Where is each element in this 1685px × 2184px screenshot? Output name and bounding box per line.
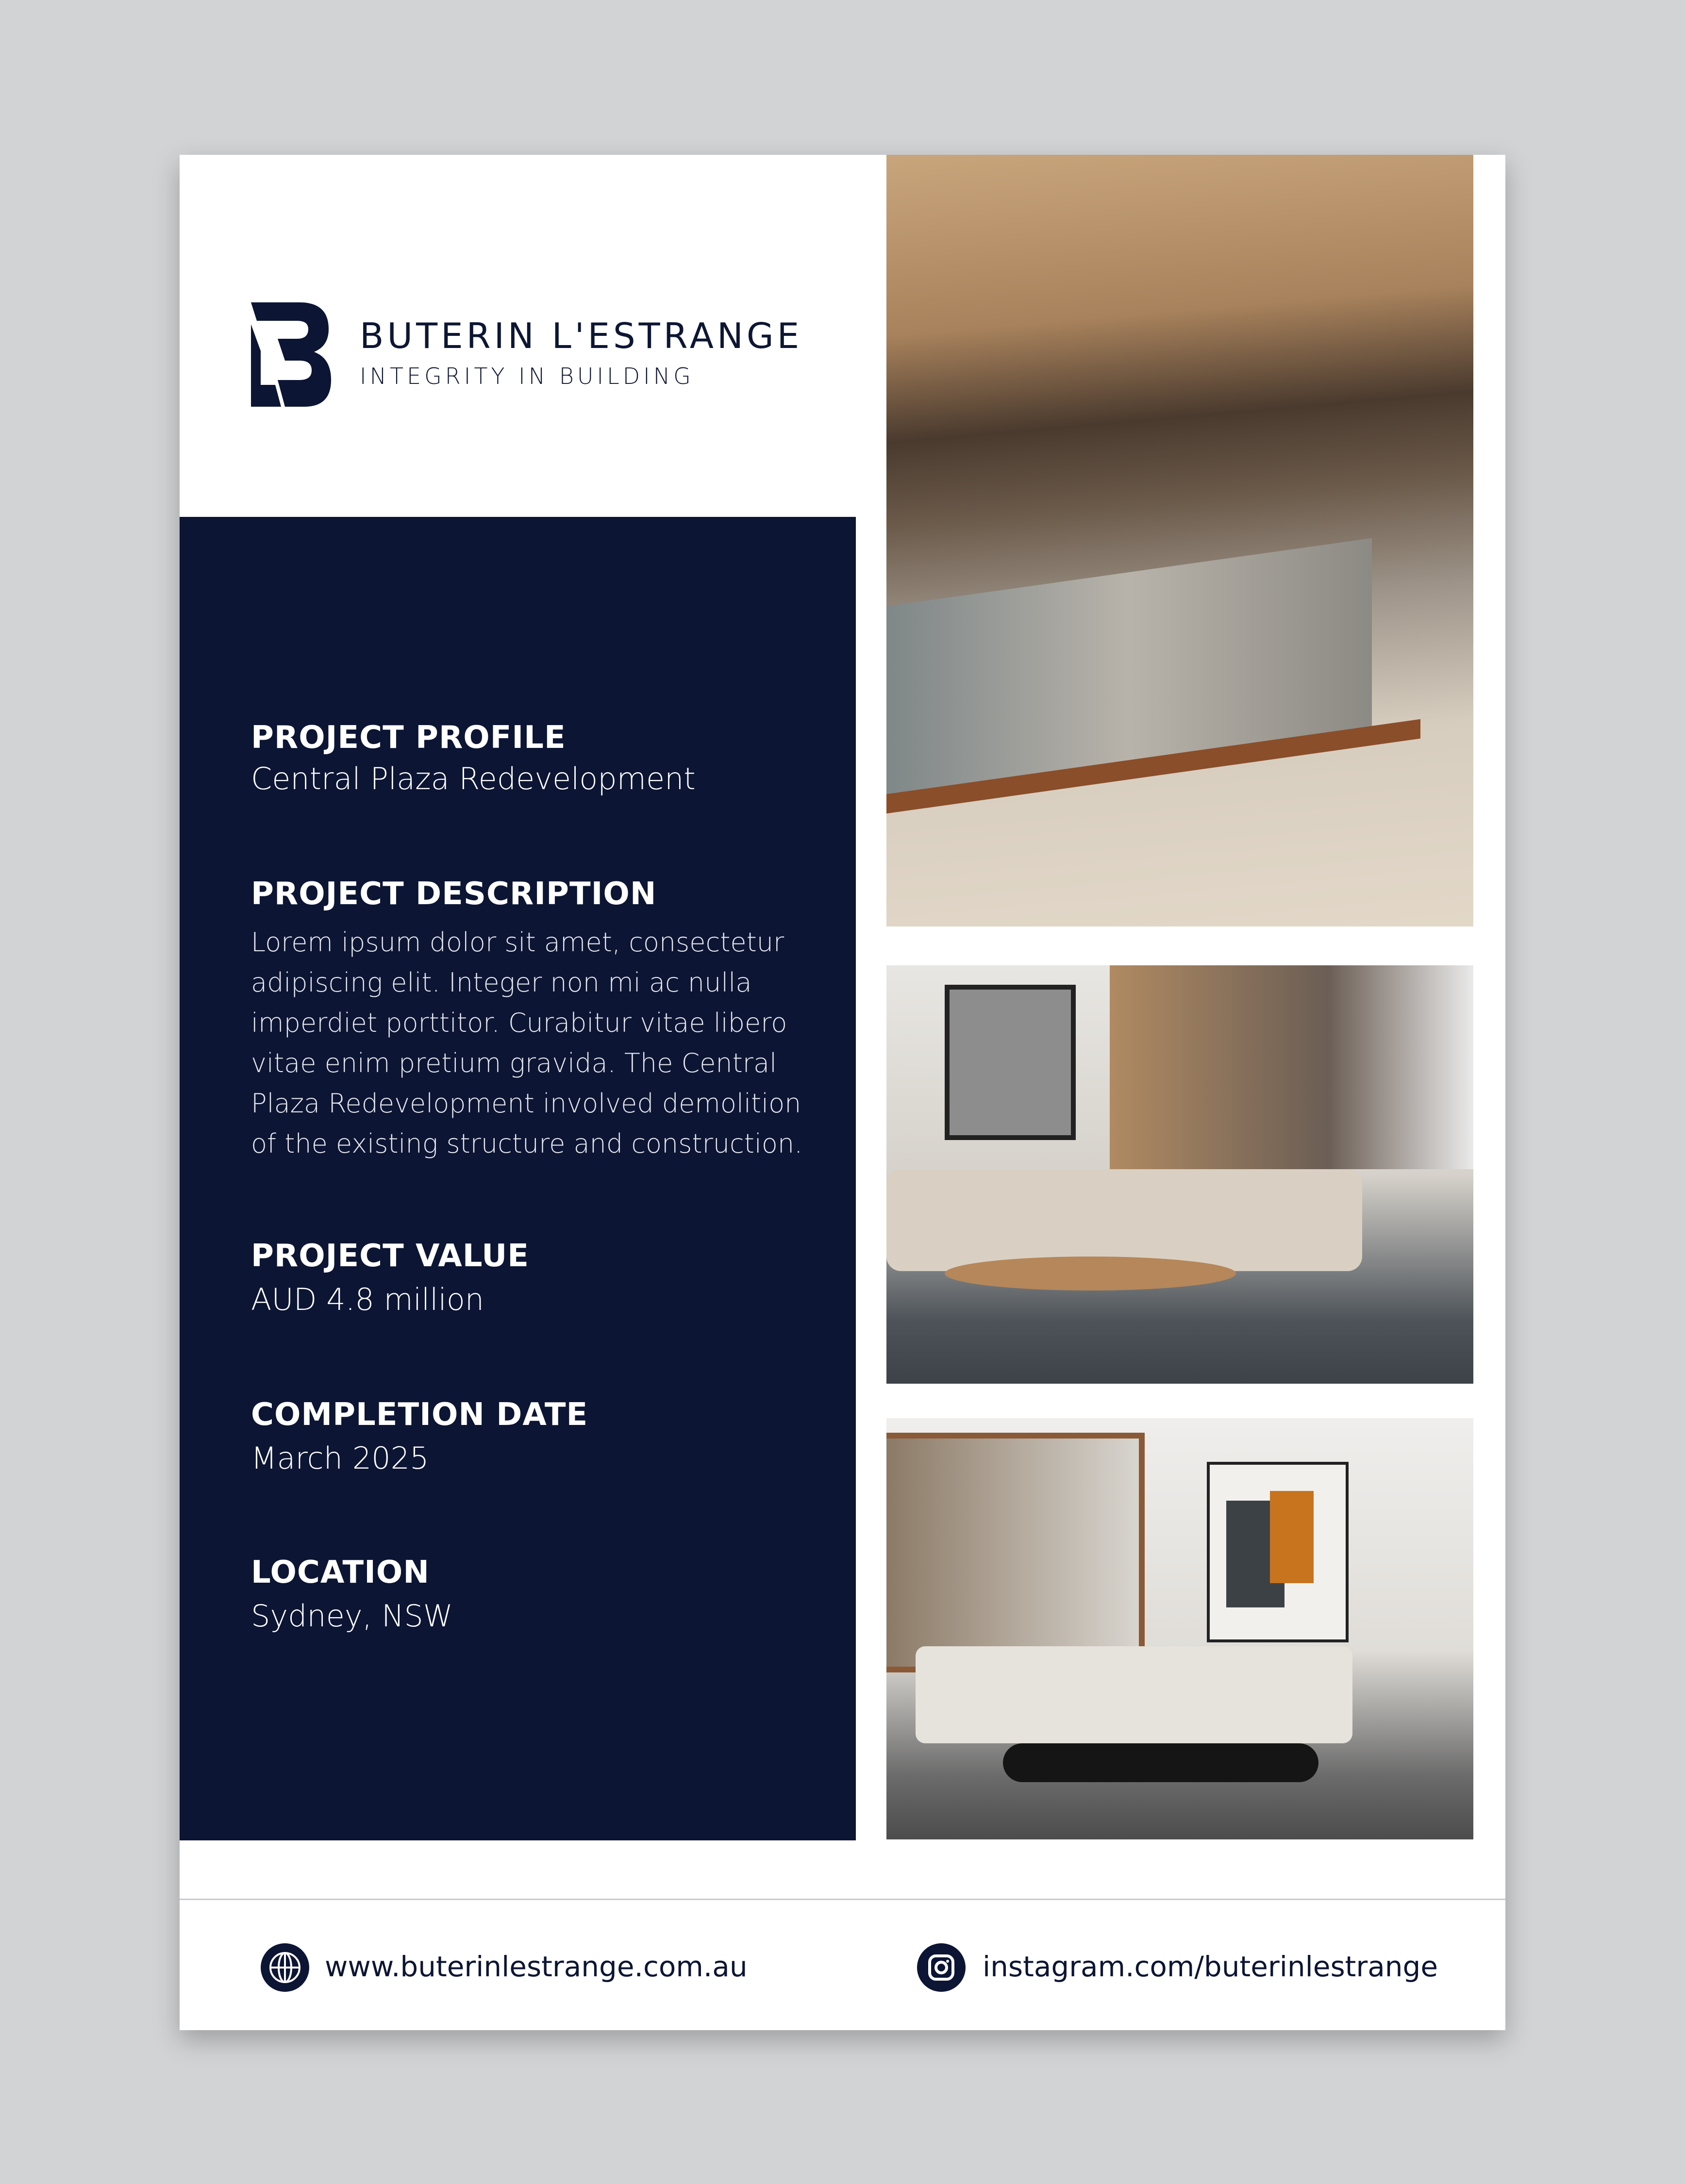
living-room-photo (886, 965, 1473, 1384)
project-profile-heading: PROJECT PROFILE (251, 720, 566, 756)
project-value: AUD 4.8 million (251, 1282, 484, 1317)
brand-name: BUTERIN L'ESTRANGE (360, 315, 803, 356)
location-heading: LOCATION (251, 1555, 430, 1590)
project-description-text: Lorem ipsum dolor sit amet, consectetur adipiscing elit. Integer non mi ac nulla imperdiet porttitor. Curabitur vitae libero vitae enim pretium gravida. The Central Plaza Redevelopment involved demolition of the existing structure and construction. (251, 927, 803, 1159)
location-value: Sydney, NSW (251, 1598, 453, 1634)
project-info-panel (180, 517, 856, 1840)
project-value-heading: PROJECT VALUE (251, 1238, 529, 1274)
instagram-icon (917, 1943, 966, 1992)
globe-icon (261, 1943, 309, 1992)
logo-mark (251, 302, 331, 407)
lounge-photo (886, 1418, 1473, 1839)
website-link[interactable]: www.buterinlestrange.com.au (325, 1950, 748, 1983)
footer-divider (180, 1899, 1505, 1900)
project-description-heading: PROJECT DESCRIPTION (251, 876, 657, 912)
project-profile-value: Central Plaza Redevelopment (251, 761, 696, 796)
instagram-link[interactable]: instagram.com/buterinlestrange (983, 1950, 1438, 1983)
brand-tagline: INTEGRITY IN BUILDING (360, 363, 694, 389)
completion-date-heading: COMPLETION DATE (251, 1397, 588, 1433)
bar-interior-photo (886, 155, 1473, 927)
completion-date: March 2025 (251, 1440, 429, 1476)
